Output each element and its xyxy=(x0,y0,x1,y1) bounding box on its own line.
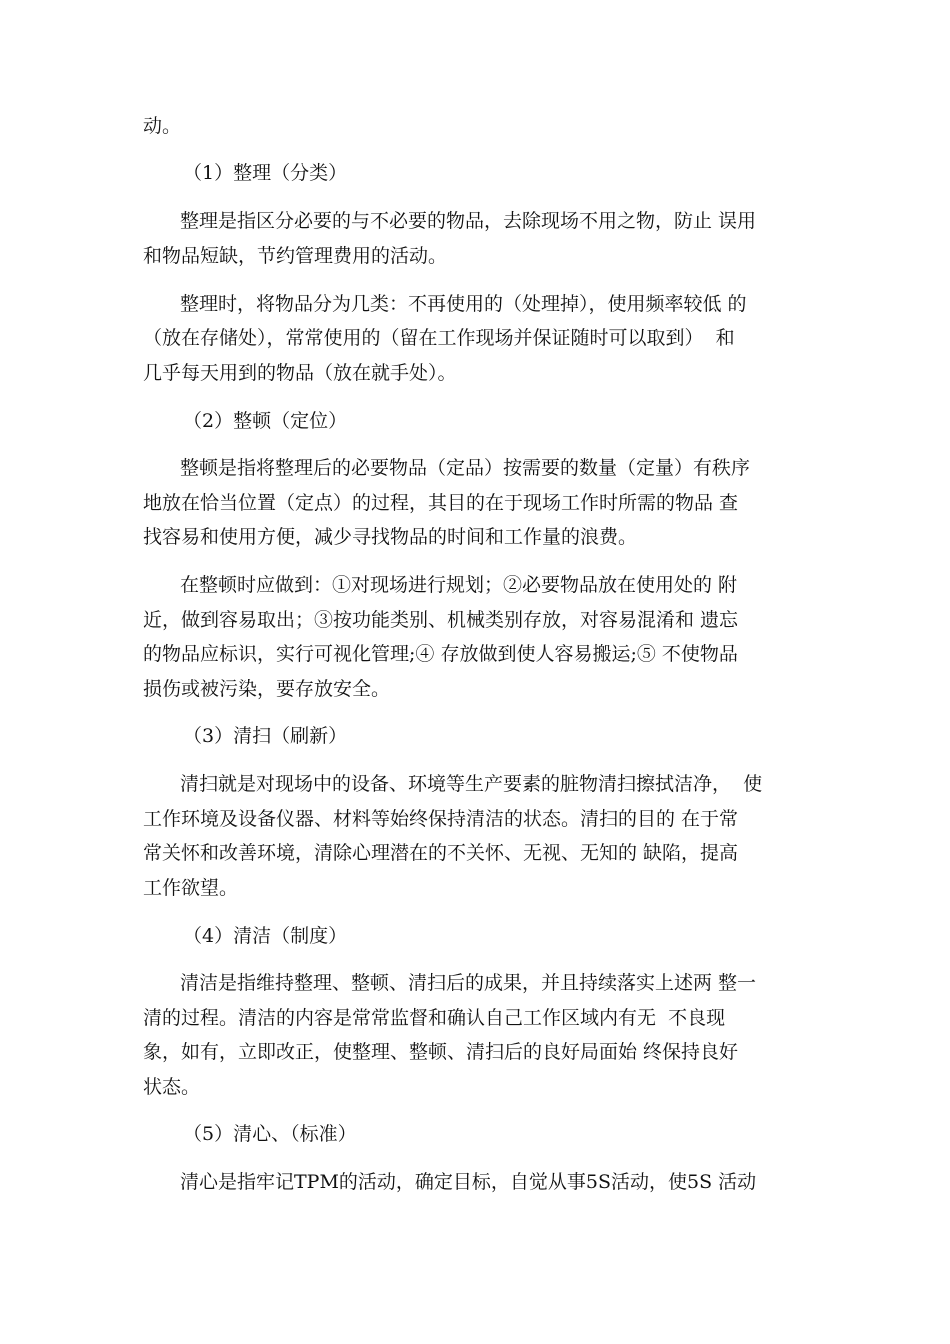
text-line: 常关怀和改善环境，清除心理潜在的不关怀、无视、无知的 缺陷，提高 xyxy=(143,842,739,864)
text-line: 清扫就是对现场中的设备、环境等生产要素的脏物清扫擦拭洁净， 使 xyxy=(180,773,763,795)
text-line: 在整顿时应做到：①对现场进行规划；②必要物品放在使用处的 附 xyxy=(180,574,738,596)
text-line: （放在存储处），常常使用的（留在工作现场并保证随时可以取到） 和 xyxy=(143,327,735,349)
text-line: 近，做到容易取出；③按功能类别、机械类别存放，对容易混淆和 遗忘 xyxy=(143,609,739,631)
text-line: 象，如有，立即改正，使整理、整顿、清扫后的良好局面始 终保持良好 xyxy=(143,1041,739,1063)
text-line: 清洁是指维持整理、整顿、清扫后的成果，并且持续落实上述两 整一 xyxy=(180,972,757,994)
text-line: 状态。 xyxy=(143,1076,201,1098)
text-line: 整理时，将物品分为几类：不再使用的（处理掉），使用频率较低 的 xyxy=(180,293,747,315)
text-line: 和物品短缺，节约管理费用的活动。 xyxy=(143,245,448,267)
text-line: 清的过程。清洁的内容是常常监督和确认自己工作区域内有无 不良现 xyxy=(143,1007,726,1029)
text-line: 清心是指牢记TPM的活动，确定目标，自觉从事5S活动，使5S 活动 xyxy=(180,1171,757,1193)
text-line: 找容易和使用方便，减少寻找物品的时间和工作量的浪费。 xyxy=(143,526,638,548)
text-line: 几乎每天用到的物品（放在就手处）。 xyxy=(143,362,457,384)
section-heading-3: （3）清扫（刷新） xyxy=(183,725,348,747)
text-line: 整理是指区分必要的与不必要的物品，去除现场不用之物，防止 误用 xyxy=(180,210,757,232)
text-line: 工作欲望。 xyxy=(143,877,239,899)
text-line: 地放在恰当位置（定点）的过程，其目的在于现场工作时所需的物品 查 xyxy=(143,492,739,514)
text-line: 损伤或被污染，要存放安全。 xyxy=(143,678,391,700)
text-line: 整顿是指将整理后的必要物品（定品）按需要的数量（定量）有秩序 xyxy=(180,457,751,479)
section-heading-1: （1）整理（分类） xyxy=(183,162,348,184)
text-line: 的物品应标识，实行可视化管理;④ 存放做到使人容易搬运;⑤ 不使物品 xyxy=(143,643,738,665)
text-line: 工作环境及设备仪器、材料等始终保持清洁的状态。清扫的目的 在于常 xyxy=(143,808,739,830)
text-line: 动。 xyxy=(143,115,182,137)
section-heading-2: （2）整顿（定位） xyxy=(183,410,348,432)
section-heading-5: （5）清心、（标准） xyxy=(183,1123,357,1145)
section-heading-4: （4）清洁（制度） xyxy=(183,925,348,947)
